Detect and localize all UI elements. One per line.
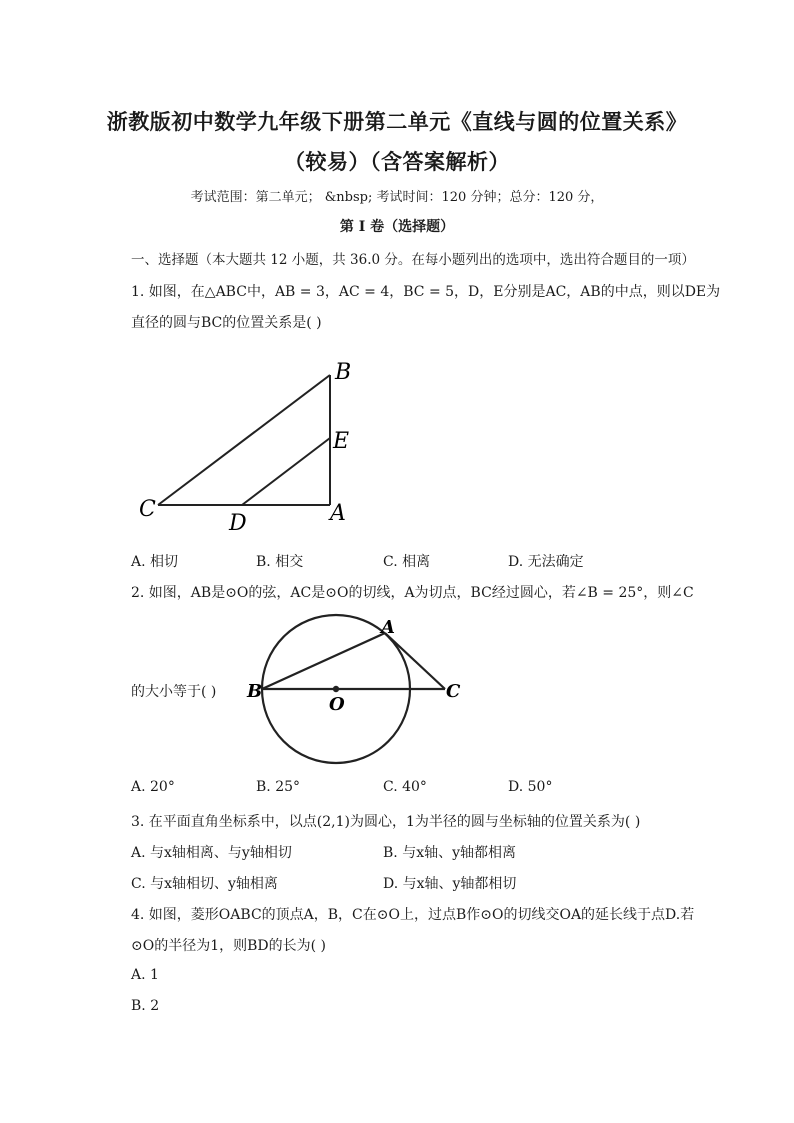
question-2-option-c[interactable]: C. 40° — [383, 779, 427, 795]
question-3-option-a[interactable]: A. 与x轴相离、与y轴相切 — [131, 845, 292, 861]
segment-ac — [385, 633, 445, 689]
question-1-option-a[interactable]: A. 相切 — [131, 554, 179, 570]
question-3-line1: 3. 在平面直角坐标系中，以点(2,1)为圆心，1为半径的圆与坐标轴的位置关系为( ) — [131, 814, 641, 830]
question-1-option-c[interactable]: C. 相离 — [383, 554, 431, 570]
label-b: B — [247, 681, 263, 702]
label-d: D — [229, 511, 247, 535]
exam-meta: 考试范围：第二单元； &nbsp; 考试时间：120 分钟；总分：120 分， — [190, 190, 604, 205]
label-a: A — [381, 617, 395, 638]
question-2-option-a[interactable]: A. 20° — [131, 779, 175, 795]
question-3-option-c[interactable]: C. 与x轴相切、y轴相离 — [131, 876, 278, 892]
question-4-option-a[interactable]: A. 1 — [131, 967, 159, 983]
question-2-line2: 的大小等于( ) — [131, 684, 217, 700]
question-4-option-b[interactable]: B. 2 — [131, 998, 160, 1014]
question-2-option-b[interactable]: B. 25° — [256, 779, 301, 795]
instructions: 一、选择题（本大题共 12 小题，共 36.0 分。在每小题列出的选项中，选出符合题目的一项） — [131, 252, 695, 268]
section-heading: 第 I 卷（选择题） — [339, 219, 455, 235]
question-3-option-d[interactable]: D. 与x轴、y轴都相切 — [383, 876, 517, 892]
question-3-option-b[interactable]: B. 与x轴、y轴都相离 — [383, 845, 516, 861]
center-point-o — [333, 686, 339, 692]
question-4-line1: 4. 如图，菱形OABC的顶点A，B，C在⊙O上，过点B作⊙O的切线交OA的延长线于点D.若 — [131, 907, 695, 923]
question-2-figure — [240, 605, 480, 775]
label-b: B — [335, 360, 352, 385]
question-1-line1: 1. 如图，在△ABC中，AB = 3，AC = 4，BC = 5，D，E分别是AC，AB的中点，则以DE为 — [131, 284, 721, 300]
question-1-figure — [130, 350, 370, 535]
question-4-line2: ⊙O的半径为1，则BD的长为( ) — [131, 938, 327, 954]
segment-cb — [158, 375, 330, 505]
question-2-line1: 2. 如图，AB是⊙O的弦，AC是⊙O的切线，A为切点，BC经过圆心，若∠B = 25°，则∠C — [131, 585, 694, 601]
label-o: O — [329, 694, 345, 715]
question-2-option-d[interactable]: D. 50° — [508, 779, 553, 795]
label-c: C — [139, 497, 156, 522]
document-title-line1: 浙教版初中数学九年级下册第二单元《直线与圆的位置关系》 — [106, 109, 688, 134]
question-1-line2: 直径的圆与BC的位置关系是( ) — [131, 315, 322, 331]
segment-de — [242, 438, 330, 505]
question-1-option-d[interactable]: D. 无法确定 — [508, 554, 584, 570]
label-e: E — [333, 429, 350, 454]
label-c: C — [446, 681, 461, 702]
question-1-option-b[interactable]: B. 相交 — [256, 554, 304, 570]
label-a: A — [330, 501, 346, 526]
document-title-line2: （较易）（含答案解析） — [284, 149, 510, 174]
